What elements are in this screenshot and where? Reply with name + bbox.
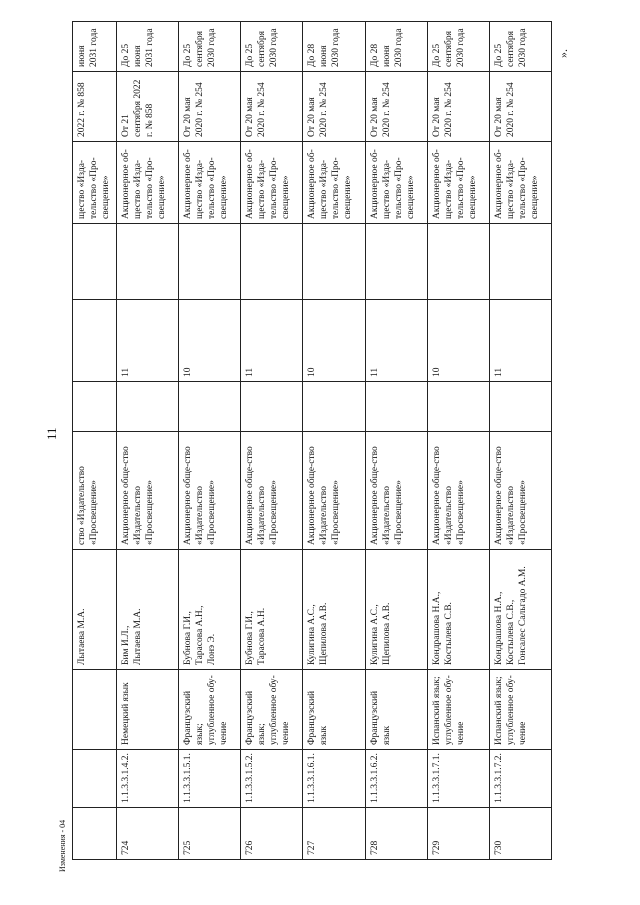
grade-cell: 11 xyxy=(489,300,551,382)
footer-note: Изменения - 04 xyxy=(58,819,67,872)
authors-cell: Кулигина А.С., Щепилова А.В. xyxy=(303,550,365,670)
table-row xyxy=(427,22,489,860)
order-reference-cell: 2022 г. № 858 xyxy=(73,72,117,142)
grade-cell xyxy=(73,300,117,382)
table-row xyxy=(179,22,241,860)
page-number: 11 xyxy=(44,427,59,440)
publisher-holder-cell: Акционерное об-щество «Изда-тельство «Про-свещение» xyxy=(303,142,365,224)
row-number-cell: 727 xyxy=(303,808,365,860)
empty-cell-cell xyxy=(489,224,551,300)
empty-cell-cell xyxy=(241,382,303,432)
valid-until-cell: До 25 июня 2031 года xyxy=(117,22,179,72)
row-number-cell: 724 xyxy=(117,808,179,860)
subject-cell: Испанский язык; углубленное обу-чение xyxy=(427,670,489,750)
empty-cell-cell xyxy=(241,224,303,300)
row-number-cell: 728 xyxy=(365,808,427,860)
table-row xyxy=(241,22,303,860)
textbook-code-cell: 1.1.3.3.1.7.1. xyxy=(427,750,489,808)
textbook-code-cell: 1.1.3.3.1.7.2. xyxy=(489,750,551,808)
table-row xyxy=(489,22,551,860)
publisher-holder-cell: щество «Изда-тельство «Про-свещение» xyxy=(73,142,117,224)
subject-cell: Испанский язык; углубленное обу-чение xyxy=(489,670,551,750)
publisher-cell: Акционерное обще-ство «Издательство «Просвещение» xyxy=(303,432,365,550)
empty-cell-cell xyxy=(303,382,365,432)
subject-cell: Французский язык xyxy=(303,670,365,750)
empty-cell-cell xyxy=(427,382,489,432)
authors-cell: Кулигина А.С., Щепилова А.В. xyxy=(365,550,427,670)
empty-cell-cell xyxy=(117,224,179,300)
publisher-holder-cell: Акционерное об-щество «Изда-тельство «Про-свещение» xyxy=(489,142,551,224)
subject-cell xyxy=(73,670,117,750)
row-number-cell: 726 xyxy=(241,808,303,860)
closing-quote-mark: ». xyxy=(556,49,570,58)
publisher-holder-cell: Акционерное об-щество «Изда-тельство «Про-свещение» xyxy=(241,142,303,224)
row-number-cell: 725 xyxy=(179,808,241,860)
textbook-code-cell xyxy=(73,750,117,808)
textbook-code-cell: 1.1.3.3.1.4.2. xyxy=(117,750,179,808)
grade-cell: 11 xyxy=(365,300,427,382)
table-body xyxy=(73,22,552,860)
subject-cell: Французский язык; углубленное обу-чение xyxy=(241,670,303,750)
empty-cell-cell xyxy=(489,382,551,432)
empty-cell-cell xyxy=(365,224,427,300)
publisher-cell: Акционерное обще-ство «Издательство «Просвещение» xyxy=(365,432,427,550)
publisher-cell: Акционерное обще-ство «Издательство «Просвещение» xyxy=(117,432,179,550)
textbook-code-cell: 1.1.3.3.1.6.2. xyxy=(365,750,427,808)
valid-until-cell: До 25 сентября 2030 года xyxy=(489,22,551,72)
table xyxy=(72,21,552,860)
grade-cell: 10 xyxy=(427,300,489,382)
table-row xyxy=(303,22,365,860)
order-reference-cell: От 20 мая 2020 г. № 254 xyxy=(489,72,551,142)
authors-cell: Кондрашова Н.А., Костылева С.В., Гонсалес Сальгадо А.М. xyxy=(489,550,551,670)
publisher-cell: Акционерное обще-ство «Издательство «Просвещение» xyxy=(179,432,241,550)
publisher-cell: ство «Издательство «Просвещение» xyxy=(73,432,117,550)
order-reference-cell: От 20 мая 2020 г. № 254 xyxy=(241,72,303,142)
publisher-cell: Акционерное обще-ство «Издательство «Просвещение» xyxy=(489,432,551,550)
authors-cell: Бубнова Г.И., Тарасова А.Н. xyxy=(241,550,303,670)
valid-until-cell: До 28 июня 2030 года xyxy=(365,22,427,72)
textbook-code-cell: 1.1.3.3.1.6.1. xyxy=(303,750,365,808)
textbook-code-cell: 1.1.3.3.1.5.1. xyxy=(179,750,241,808)
publisher-cell: Акционерное обще-ство «Издательство «Просвещение» xyxy=(241,432,303,550)
valid-until-cell: До 25 сентября 2030 года xyxy=(241,22,303,72)
empty-cell-cell xyxy=(117,382,179,432)
grade-cell: 10 xyxy=(303,300,365,382)
grade-cell: 11 xyxy=(117,300,179,382)
empty-cell-cell xyxy=(179,382,241,432)
empty-cell-cell xyxy=(303,224,365,300)
textbook-list-table xyxy=(72,22,552,860)
order-reference-cell: От 20 мая 2020 г. № 254 xyxy=(179,72,241,142)
order-reference-cell: От 20 мая 2020 г. № 254 xyxy=(303,72,365,142)
table-row xyxy=(117,22,179,860)
publisher-cell: Акционерное обще-ство «Издательство «Просвещение» xyxy=(427,432,489,550)
authors-cell: Бим И.Л., Лытаева М.А. xyxy=(117,550,179,670)
table-row xyxy=(365,22,427,860)
empty-cell-cell xyxy=(73,224,117,300)
order-reference-cell: От 21 сентября 2022 г. № 858 xyxy=(117,72,179,142)
empty-cell-cell xyxy=(179,224,241,300)
textbook-code-cell: 1.1.3.3.1.5.2. xyxy=(241,750,303,808)
valid-until-cell: До 25 сентября 2030 года xyxy=(179,22,241,72)
publisher-holder-cell: Акционерное об-щество «Изда-тельство «Про-свещение» xyxy=(179,142,241,224)
authors-cell: Кондрашова Н.А., Костылева С.В. xyxy=(427,550,489,670)
publisher-holder-cell: Акционерное об-щество «Изда-тельство «Про-свещение» xyxy=(365,142,427,224)
valid-until-cell: До 28 июня 2030 года xyxy=(303,22,365,72)
empty-cell-cell xyxy=(365,382,427,432)
order-reference-cell: От 20 мая 2020 г. № 254 xyxy=(427,72,489,142)
authors-cell: Бубнова Г.И., Тарасова А.Н., Лонэ Э. xyxy=(179,550,241,670)
subject-cell: Немецкий язык xyxy=(117,670,179,750)
valid-until-cell: До 25 сентября 2030 года xyxy=(427,22,489,72)
row-number-cell: 729 xyxy=(427,808,489,860)
valid-until-cell: июня 2031 года xyxy=(73,22,117,72)
table-row xyxy=(73,22,117,860)
empty-cell-cell xyxy=(73,382,117,432)
grade-cell: 11 xyxy=(241,300,303,382)
publisher-holder-cell: Акционерное об-щество «Изда-тельство «Про-свещение» xyxy=(427,142,489,224)
subject-cell: Французский язык xyxy=(365,670,427,750)
row-number-cell xyxy=(73,808,117,860)
grade-cell: 10 xyxy=(179,300,241,382)
authors-cell: Лытаева М.А. xyxy=(73,550,117,670)
empty-cell-cell xyxy=(427,224,489,300)
row-number-cell: 730 xyxy=(489,808,551,860)
order-reference-cell: От 20 мая 2020 г. № 254 xyxy=(365,72,427,142)
subject-cell: Французский язык; углубленное обу-чение xyxy=(179,670,241,750)
publisher-holder-cell: Акционерное об-щество «Изда-тельство «Про-свещение» xyxy=(117,142,179,224)
